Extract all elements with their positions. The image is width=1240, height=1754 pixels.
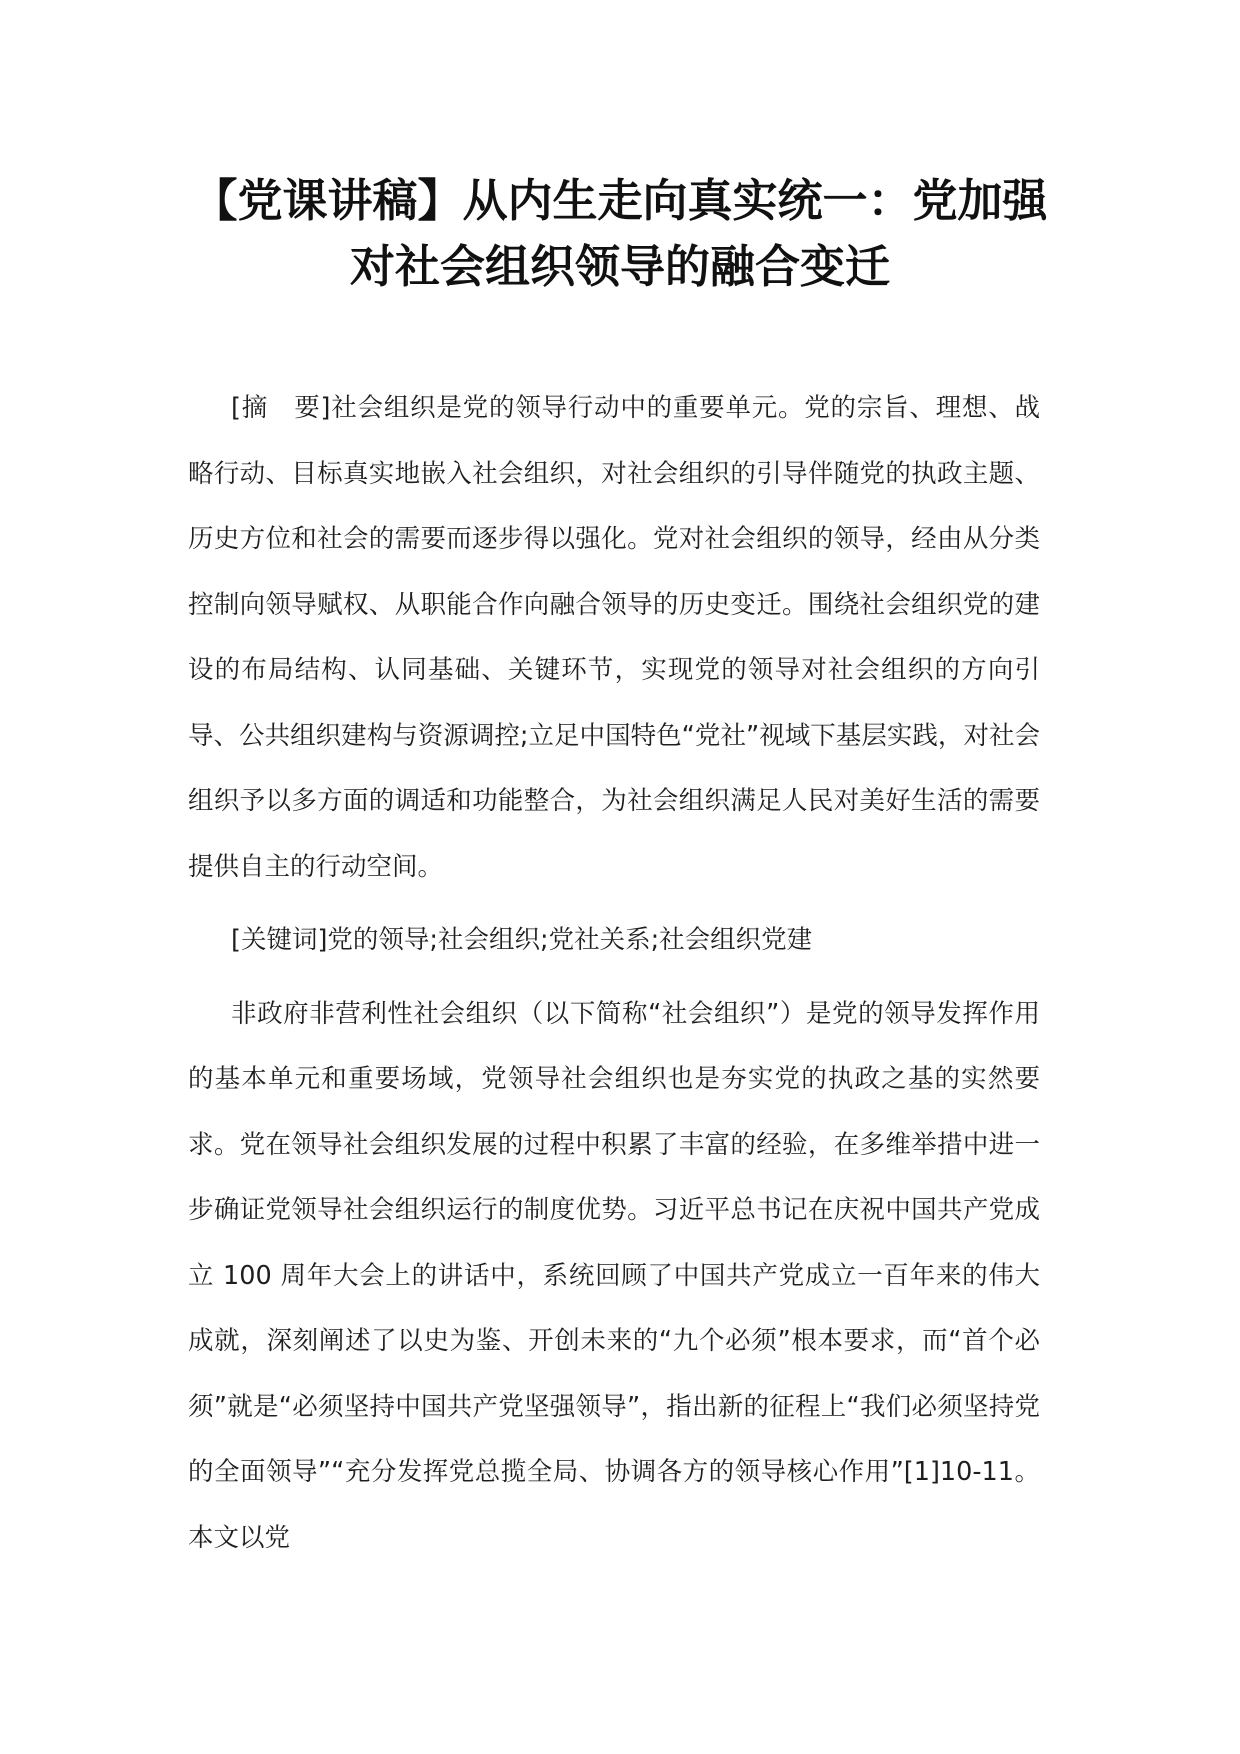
keywords-paragraph: [关键词]党的领导;社会组织;党社关系;社会组织党建 [231,925,813,955]
document-body [188,376,1040,1571]
abstract-paragraph: [摘 要]社会组织是党的领导行动中的重要单元。党的宗旨、理想、战略行动、目标真实地嵌入社会组织，对社会组织的引导伴随党的执政主题、历史方位和社会的需要而逐步得以强化。党对社会组织的领导，经由从分类控制向领导赋权、从职能合作向融合领导的历史变迁。围绕社会组织党的建设的布局结构、认同基础、关键环节，实现党的领导对社会组织的方向引导、公共组织建构与资源调控;立足中国特色“党社”视域下基层实践，对社会组织予以多方面的调适和功能整合，为社会组织满足人民对美好生活的需要提供自主的行动空间。 [188,393,1040,882]
document-title [150,168,1090,300]
title-line-2: 对社会组织领导的融合变迁 [349,240,890,293]
intro-paragraph: 非政府非营利性社会组织（以下简称“社会组织”）是党的领导发挥作用的基本单元和重要场域，党领导社会组织也是夯实党的执政之基的实然要求。党在领导社会组织发展的过程中积累了丰富的经验，在多维举措中进一步确证党领导社会组织运行的制度优势。习近平总书记在庆祝中国共产党成立 100 周年大会上的讲话中，系统回顾了中国共产党成立一百年来的伟大成就，深刻阐述了以史为鉴、开创未来的“九个必须”根本要求，而“首个必须”就是“必须坚持中国共产党坚强领导”，指出新的征程上“我们必须坚持党的全面领导”“充分发挥党总揽全局、协调各方的领导核心作用”[1]10-11。本文以党 [188,998,1040,1553]
title-line-1: 【党课讲稿】从内生走向真实统一：党加强 [192,174,1048,227]
